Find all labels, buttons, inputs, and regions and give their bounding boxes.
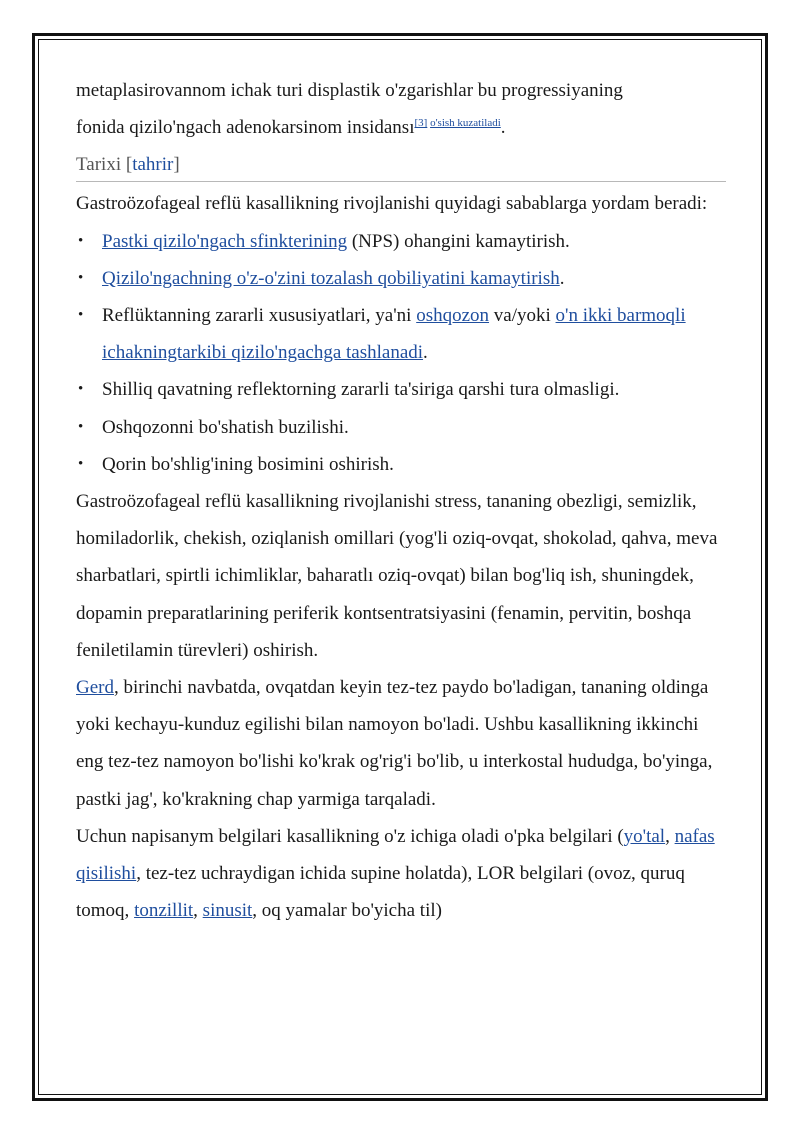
link-self-cleaning[interactable]: Qizilo'ngachning o'z-o'zini tozalash qobiliyatini kamaytirish (102, 267, 560, 289)
paragraph-text: , (193, 900, 203, 922)
list-item-text: Reflüktanning zararli xususiyatlari, ya'ni (102, 305, 417, 327)
list-item (76, 297, 726, 371)
paragraph-extraesophageal (76, 818, 726, 930)
list-item: • Qorin bo'shlig'ining bosimini oshirish. (76, 446, 726, 483)
intro-line-2: fonida qizilo'ngach adenokarsinom insidansı (76, 117, 415, 139)
paragraph-risk-factors: Gastroözofageal reflü kasallikning rivojlanishi stress, tananing obezligi, semizlik, homiladorlik, chekish, oziqlanish omillari (yog'li oziq-ovqat, shokolad, qahva, meva sharbatlari, spirtli ichimliklar, baharatlı oziq-ovqat) bilan bog'liq ish, shuningdek, dopamin preparatlarining periferik kontsentratsiyasini (fenamin, pervitin, boshqa feniletilamin türevleri) oshirish. (76, 491, 718, 661)
list-item-text: . (423, 342, 428, 364)
link-sinusit[interactable]: sinusit (202, 900, 253, 922)
link-lower-sphincter[interactable]: Pastki qizilo'ngach sfinkterining (102, 230, 348, 252)
intro-end: . (500, 117, 506, 139)
list-item (76, 260, 726, 297)
edit-bracket-open: [ (125, 154, 133, 176)
paragraph-text: , oq yamalar bo'yicha til) (252, 900, 442, 922)
link-tonzillit[interactable]: tonzillit (134, 900, 194, 922)
intro-line-1: metaplasirovannom ichak turi displastik o'zgarishlar bu progressiyaning (76, 80, 623, 101)
paragraph-text: , birinchi navbatda, ovqatdan keyin tez-tez paydo bo'ladigan, tananing oldinga yoki kechayu-kunduz egilishi bilan namoyon bo'ladi. Ushbu kasallikning ikkinchi eng tez-tez namoyon bo'lishi ko'krak og'rig'i bo'lib, u interkostal hududga, bo'yinga, pastki jag', ko'krakning chap yarmiga tarqaladi. (76, 677, 713, 810)
list-item-text: va/yoki (489, 305, 556, 327)
link-yotal[interactable]: yo'tal (623, 825, 666, 847)
section-heading-tarixi (76, 149, 726, 182)
paragraph-text: , tez-tez uchraydigan ichida supine holatda), LOR belgilari (ovoz, quruq tomoq, (76, 863, 685, 922)
paragraph-text: Uchun napisanym belgilari kasallikning o'z ichiga oladi o'pka belgilari ( (76, 825, 624, 847)
edit-section-link[interactable]: tahrir (132, 154, 174, 176)
causes-list (76, 223, 726, 483)
link-nafas-qisilishi[interactable]: nafas qisilishi (76, 825, 715, 885)
article-body (76, 72, 726, 929)
link-gerd[interactable]: Gerd (76, 677, 114, 699)
list-item-text: . (559, 267, 565, 289)
reference-link-3[interactable]: [3] (414, 117, 428, 130)
link-oshqozon[interactable]: oshqozon (416, 305, 490, 327)
list-item: • Oshqozonni bo'shatish buzilishi. (76, 409, 726, 446)
section-title: Tarixi (76, 154, 122, 176)
link-duodenum[interactable]: o'n ikki barmoqli ichakningtarkibi qizilo'ngachga tashlanadi (102, 305, 686, 364)
reference-link-osish[interactable]: o'sish kuzatiladi (430, 117, 501, 130)
list-item-text: (NPS) ohangini kamaytirish. (347, 230, 570, 252)
edit-bracket-close: ] (173, 154, 180, 176)
list-item (76, 223, 726, 260)
reference-superscript (414, 117, 500, 129)
paragraph-text: , (665, 825, 675, 847)
intro-paragraph (76, 72, 726, 146)
paragraph-causes-intro: Gastroözofageal reflü kasallikning rivojlanishi quyidagi sabablarga yordam beradi: (76, 193, 708, 215)
list-item: • Shilliq qavatning reflektorning zararli ta'siriga qarshi tura olmasligi. (76, 371, 726, 408)
paragraph-gerd-symptoms (76, 669, 726, 818)
